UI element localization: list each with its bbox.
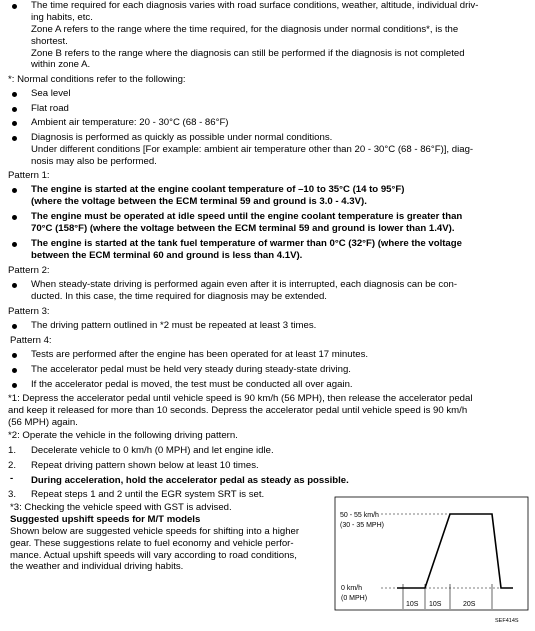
top-speed-label-mph: (30 - 35 MPH) (340, 522, 384, 529)
pattern1-item-3b: between the ECM terminal 60 and ground is less than 4.1V). (31, 250, 303, 261)
step2-text: Repeat driving pattern shown below at least 10 times. (31, 460, 259, 471)
normal-item-2: Flat road (31, 103, 69, 114)
upshift-line-2: gear. These suggestions relate to fuel economy and vehicle perfor- (10, 538, 294, 549)
pattern3-item: The driving pattern outlined in *2 must be repeated at least 3 times. (31, 320, 317, 331)
bullet-icon (12, 107, 17, 112)
bullet-icon (12, 136, 17, 141)
bullet-icon (12, 283, 17, 288)
note1-line-2: and keep it released for more than 10 seconds. Depress the accelerator pedal until vehicle speed is 90 km/h (8, 405, 468, 416)
driving-pattern-figure (333, 493, 531, 626)
zero-speed-label-kmh: 0 km/h (341, 585, 363, 592)
upshift-line-4: the weather and individual driving habits. (10, 561, 184, 572)
intro-line-6: within zone A. (31, 59, 91, 70)
note3: *3: Checking the vehicle speed with GST is advised. (10, 502, 232, 513)
intro-line-5: Zone B refers to the range where the diagnosis can still be performed if the diagnosis is not completed (31, 48, 465, 59)
segment-label-2: 10S (429, 601, 442, 608)
pattern4-item-2: The accelerator pedal must be held very steady during steady-state driving. (31, 364, 351, 375)
segment-label-3: 20S (463, 601, 476, 608)
top-speed-label-kmh: 50 - 55 km/h (340, 512, 379, 519)
bullet-icon (12, 4, 17, 9)
pattern3-heading: Pattern 3: (8, 306, 50, 317)
bullet-icon (12, 92, 17, 97)
pattern4-item-1: Tests are performed after the engine has been operated for at least 17 minutes. (31, 349, 369, 360)
note1-line-3: (56 MPH) again. (8, 417, 78, 428)
step1-text: Decelerate vehicle to 0 km/h (0 MPH) and let engine idle. (31, 445, 274, 456)
normal-last-3: nosis may also be performed. (31, 156, 157, 167)
pattern2-item-b: ducted. In this case, the time required for diagnosis may be extended. (31, 291, 327, 302)
bullet-icon (12, 368, 17, 373)
step3-text: Repeat steps 1 and 2 until the EGR system SRT is set. (31, 489, 265, 500)
bullet-icon (12, 188, 17, 193)
pattern1-item-1a: The engine is started at the engine coolant temperature of –10 to 35°C (14 to 95°F) (31, 184, 405, 195)
segment-label-1: 10S (406, 601, 419, 608)
note1-line-1: *1: Depress the accelerator pedal until vehicle speed is 90 km/h (56 MPH), then release the accelerator pedal (8, 393, 473, 404)
normal-item-3: Ambient air temperature: 20 - 30°C (68 - 86°F) (31, 117, 229, 128)
bullet-icon (12, 324, 17, 329)
intro-line-3: Zone A refers to the range where the time required, for the diagnosis under normal conditions*, is the (31, 24, 459, 35)
upshift-heading: Suggested upshift speeds for M/T models (10, 514, 201, 525)
step3-number: 3. (8, 489, 17, 500)
intro-line-4: shortest. (31, 36, 68, 47)
normal-last-2: Under different conditions [For example: ambient air temperature other than 20 - 30°C (68 - 86°F)], diag- (31, 144, 474, 155)
step1-number: 1. (8, 445, 17, 456)
bullet-icon (12, 383, 17, 388)
intro-line-2: ing habits, etc. (31, 12, 93, 23)
bullet-icon (12, 121, 17, 126)
dash-text: During acceleration, hold the accelerator pedal as steady as possible. (31, 475, 349, 486)
pattern1-item-2b: 70°C (158°F) (where the voltage between the ECM terminal 59 and ground is lower than 1.4V). (31, 223, 455, 234)
upshift-line-3: mance. Actual upshift speeds will vary according to road conditions, (10, 550, 297, 561)
pattern4-heading: Pattern 4: (10, 335, 52, 346)
pattern2-item-a: When steady-state driving is performed again even after it is interrupted, each diagnosis can be con- (31, 279, 458, 290)
note2-heading: *2: Operate the vehicle in the following driving pattern. (8, 430, 238, 441)
zero-speed-label-mph: (0 MPH) (341, 595, 368, 602)
bullet-icon (12, 242, 17, 247)
pattern4-item-3: If the accelerator pedal is moved, the test must be conducted all over again. (31, 379, 353, 390)
bullet-icon (12, 353, 17, 358)
normal-item-1: Sea level (31, 88, 71, 99)
normal-last-1: Diagnosis is performed as quickly as possible under normal conditions. (31, 132, 333, 143)
upshift-line-1: Shown below are suggested vehicle speeds for shifting into a higher (10, 526, 300, 537)
bullet-icon (12, 215, 17, 220)
pattern1-item-2a: The engine must be operated at idle speed until the engine coolant temperature is greater than (31, 211, 463, 222)
pattern1-item-1b: (where the voltage between the ECM terminal 59 and ground is 3.0 - 4.3V). (31, 196, 367, 207)
dash-marker: - (10, 473, 14, 484)
intro-line-1: The time required for each diagnosis varies with road surface conditions, weather, altitude, individual driv- (31, 0, 479, 11)
pattern1-heading: Pattern 1: (8, 170, 50, 181)
normal-heading: *: Normal conditions refer to the following: (8, 74, 186, 85)
figure-code: SEF414S (495, 618, 519, 624)
step2-number: 2. (8, 460, 17, 471)
pattern1-item-3a: The engine is started at the tank fuel temperature of warmer than 0°C (32°F) (where the voltage (31, 238, 462, 249)
pattern2-heading: Pattern 2: (8, 265, 50, 276)
speed-profile-line (397, 514, 513, 588)
